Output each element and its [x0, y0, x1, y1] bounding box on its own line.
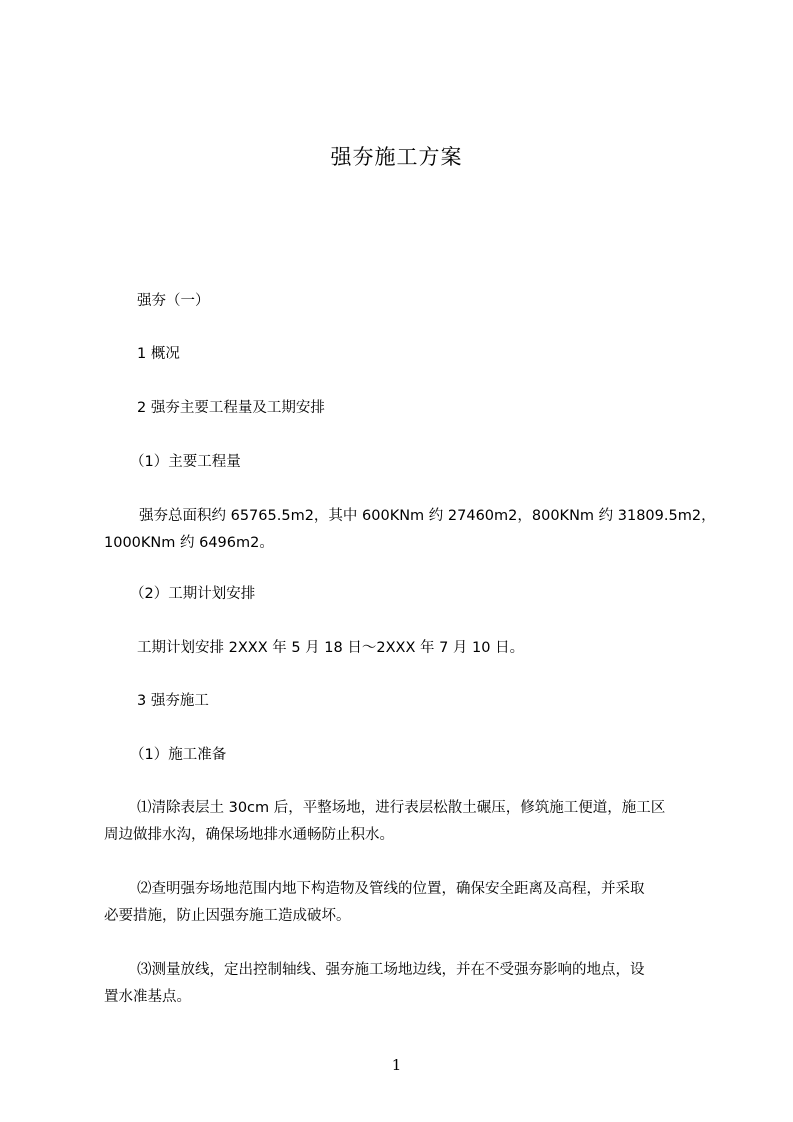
subheading-main-quantities: （1）主要工程量: [130, 454, 241, 470]
subheading-preparation: （1）施工准备: [130, 747, 227, 763]
heading-overview: 1 概况: [137, 346, 180, 362]
page-number: 1: [391, 1056, 402, 1074]
paragraph-line: ⑵查明强夯场地范围内地下构造物及管线的位置，确保安全距离及高程，并采取: [137, 881, 645, 897]
paragraph-prep-item-3: [104, 957, 708, 1011]
paragraph-line: 周边做排水沟，确保场地排水通畅防止积水。: [104, 827, 394, 843]
paragraph-line: ⑶测量放线，定出控制轴线、强夯施工场地边线，并在不受强夯影响的地点，设: [137, 962, 645, 978]
paragraph-line: 1000KNm 约 6496m2。: [104, 535, 274, 551]
paragraph-line: 强夯总面积约 65765.5m2，其中 600KNm 约 27460m2，800KNm 约 31809.5m2，: [139, 508, 716, 524]
paragraph-quantities: [104, 503, 716, 557]
paragraph-schedule: 工期计划安排 2XXX 年 5 月 18 日～2XXX 年 7 月 10 日。: [137, 640, 525, 656]
paragraph-prep-item-1: [104, 795, 708, 849]
heading-construction: 3 强夯施工: [137, 693, 209, 709]
paragraph-line: 必要措施，防止因强夯施工造成破坏。: [104, 908, 351, 924]
heading-quantities-schedule: 2 强夯主要工程量及工期安排: [137, 400, 325, 416]
paragraph-prep-item-2: [104, 876, 708, 930]
section-heading: 强夯（一）: [137, 293, 210, 309]
subheading-schedule: （2）工期计划安排: [130, 586, 256, 602]
paragraph-line: 置水准基点。: [104, 989, 191, 1005]
paragraph-line: ⑴清除表层土 30cm 后，平整场地，进行表层松散土碾压，修筑施工便道，施工区: [137, 800, 666, 816]
document-title: 强夯施工方案: [330, 145, 463, 169]
